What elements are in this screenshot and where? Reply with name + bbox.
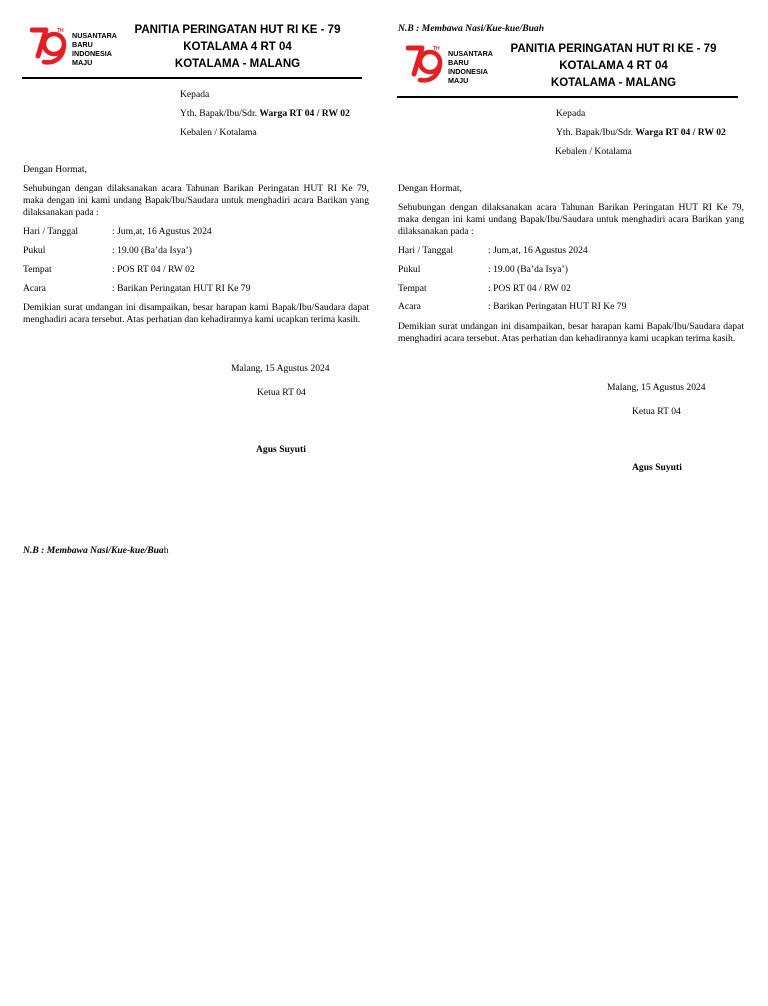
nb-note-tail: h — [163, 545, 169, 556]
logo-79-graphic — [406, 44, 446, 86]
org-subtitle: KOTALAMA 4 RT 04 — [183, 41, 292, 53]
detail-label: Pukul — [398, 264, 421, 275]
logo-line: INDONESIA — [72, 49, 112, 58]
logo-line: MAJU — [448, 76, 469, 85]
nb-note: N.B : Membawa Nasi/Kue-kue/Buah — [398, 23, 545, 34]
logo-tagline — [448, 49, 493, 85]
intro-paragraph: Sehubungan dengan dilaksanakan acara Tahunan Barikan Peringatan HUT RI Ke 79, maka dengan ini kami undang Bapak/Ibu/Saudara untuk menghadiri acara Barikan yang dilaksanakan pada : — [23, 183, 369, 218]
logo-line: INDONESIA — [448, 67, 488, 76]
detail-label: Tempat — [23, 264, 52, 275]
header-divider — [397, 96, 738, 98]
org-title: PANITIA PERINGATAN HUT RI KE - 79 — [510, 43, 717, 55]
signer-name: Agus Suyuti — [256, 444, 306, 455]
hut-ri-79-logo — [406, 44, 498, 86]
detail-value: : Jum,at, 16 Agustus 2024 — [112, 226, 212, 237]
detail-value: : Jum,at, 16 Agustus 2024 — [488, 245, 588, 256]
svg-text:TH: TH — [57, 28, 64, 34]
place-date: Malang, 15 Agustus 2024 — [607, 382, 706, 393]
greeting: Dengan Hormat, — [23, 164, 87, 175]
detail-label: Tempat — [398, 283, 427, 294]
intro-paragraph: Sehubungan dengan dilaksanakan acara Tahunan Barikan Peringatan HUT RI Ke 79, maka dengan ini kami undang Bapak/Ibu/Saudara untuk menghadiri acara Barikan yang dilaksanakan pada : — [398, 202, 744, 237]
nb-note — [23, 545, 169, 557]
detail-value: : 19.00 (Ba’da Isya’) — [112, 245, 192, 256]
detail-label: Acara — [23, 283, 46, 294]
header-divider — [22, 77, 362, 79]
closing-paragraph: Demikian surat undangan ini disampaikan, besar harapan kami Bapak/Ibu/Saudara dapat menghadiri acara tersebut. Atas perhatian dan kehadirannya kami ucapkan terima kasih. — [398, 321, 744, 344]
detail-value: : Barikan Peringatan HUT RI Ke 79 — [112, 283, 251, 294]
signer-name: Agus Suyuti — [632, 462, 682, 473]
org-subtitle: KOTALAMA 4 RT 04 — [559, 60, 668, 72]
closing-paragraph: Demikian surat undangan ini disampaikan, besar harapan kami Bapak/Ibu/Saudara dapat menghadiri acara tersebut. Atas perhatian dan kehadirannya kami ucapkan terima kasih. — [23, 302, 369, 325]
recipient-kepada: Kepada — [180, 89, 210, 100]
org-header — [506, 41, 721, 92]
logo-79-graphic — [30, 26, 70, 68]
org-title: PANITIA PERINGATAN HUT RI KE - 79 — [134, 24, 341, 36]
detail-label: Hari / Tanggal — [23, 226, 79, 237]
recipient-kepada: Kepada — [556, 108, 586, 119]
logo-line: NUSANTARA — [72, 31, 117, 40]
nb-note-text: N.B : Membawa Nasi/Kue-kue/Bua — [23, 545, 164, 556]
hut-ri-79-logo — [30, 26, 122, 68]
detail-value: : POS RT 04 / RW 02 — [488, 283, 571, 294]
recipient-name: Warga RT 04 / RW 02 — [635, 127, 726, 138]
detail-value: : Barikan Peringatan HUT RI Ke 79 — [488, 301, 627, 312]
recipient-line — [180, 108, 350, 120]
detail-label: Acara — [398, 301, 421, 312]
recipient-prefix: Yth. Bapak/Ibu/Sdr. — [180, 108, 260, 119]
detail-value: : 19.00 (Ba’da Isya’) — [488, 264, 568, 275]
greeting: Dengan Hormat, — [398, 183, 462, 194]
org-location: KOTALAMA - MALANG — [550, 77, 677, 89]
detail-label: Hari / Tanggal — [398, 245, 454, 256]
recipient-prefix: Yth. Bapak/Ibu/Sdr. — [556, 127, 636, 138]
recipient-name: Warga RT 04 / RW 02 — [259, 108, 350, 119]
place-date: Malang, 15 Agustus 2024 — [231, 363, 330, 374]
recipient-address: Kebalen / Kotalama — [555, 146, 632, 157]
svg-text:TH: TH — [433, 46, 440, 52]
org-header — [130, 22, 345, 73]
signer-position: Ketua RT 04 — [632, 406, 681, 417]
signer-position: Ketua RT 04 — [257, 387, 306, 398]
logo-line: BARU — [448, 58, 469, 67]
org-location: KOTALAMA - MALANG — [174, 58, 301, 70]
recipient-line — [556, 127, 726, 139]
logo-line: NUSANTARA — [448, 49, 493, 58]
recipient-address: Kebalen / Kotalama — [180, 127, 257, 138]
detail-value: : POS RT 04 / RW 02 — [112, 264, 195, 275]
logo-line: BARU — [72, 40, 93, 49]
logo-tagline — [72, 31, 117, 67]
detail-label: Pukul — [23, 245, 46, 256]
logo-line: MAJU — [72, 58, 93, 67]
